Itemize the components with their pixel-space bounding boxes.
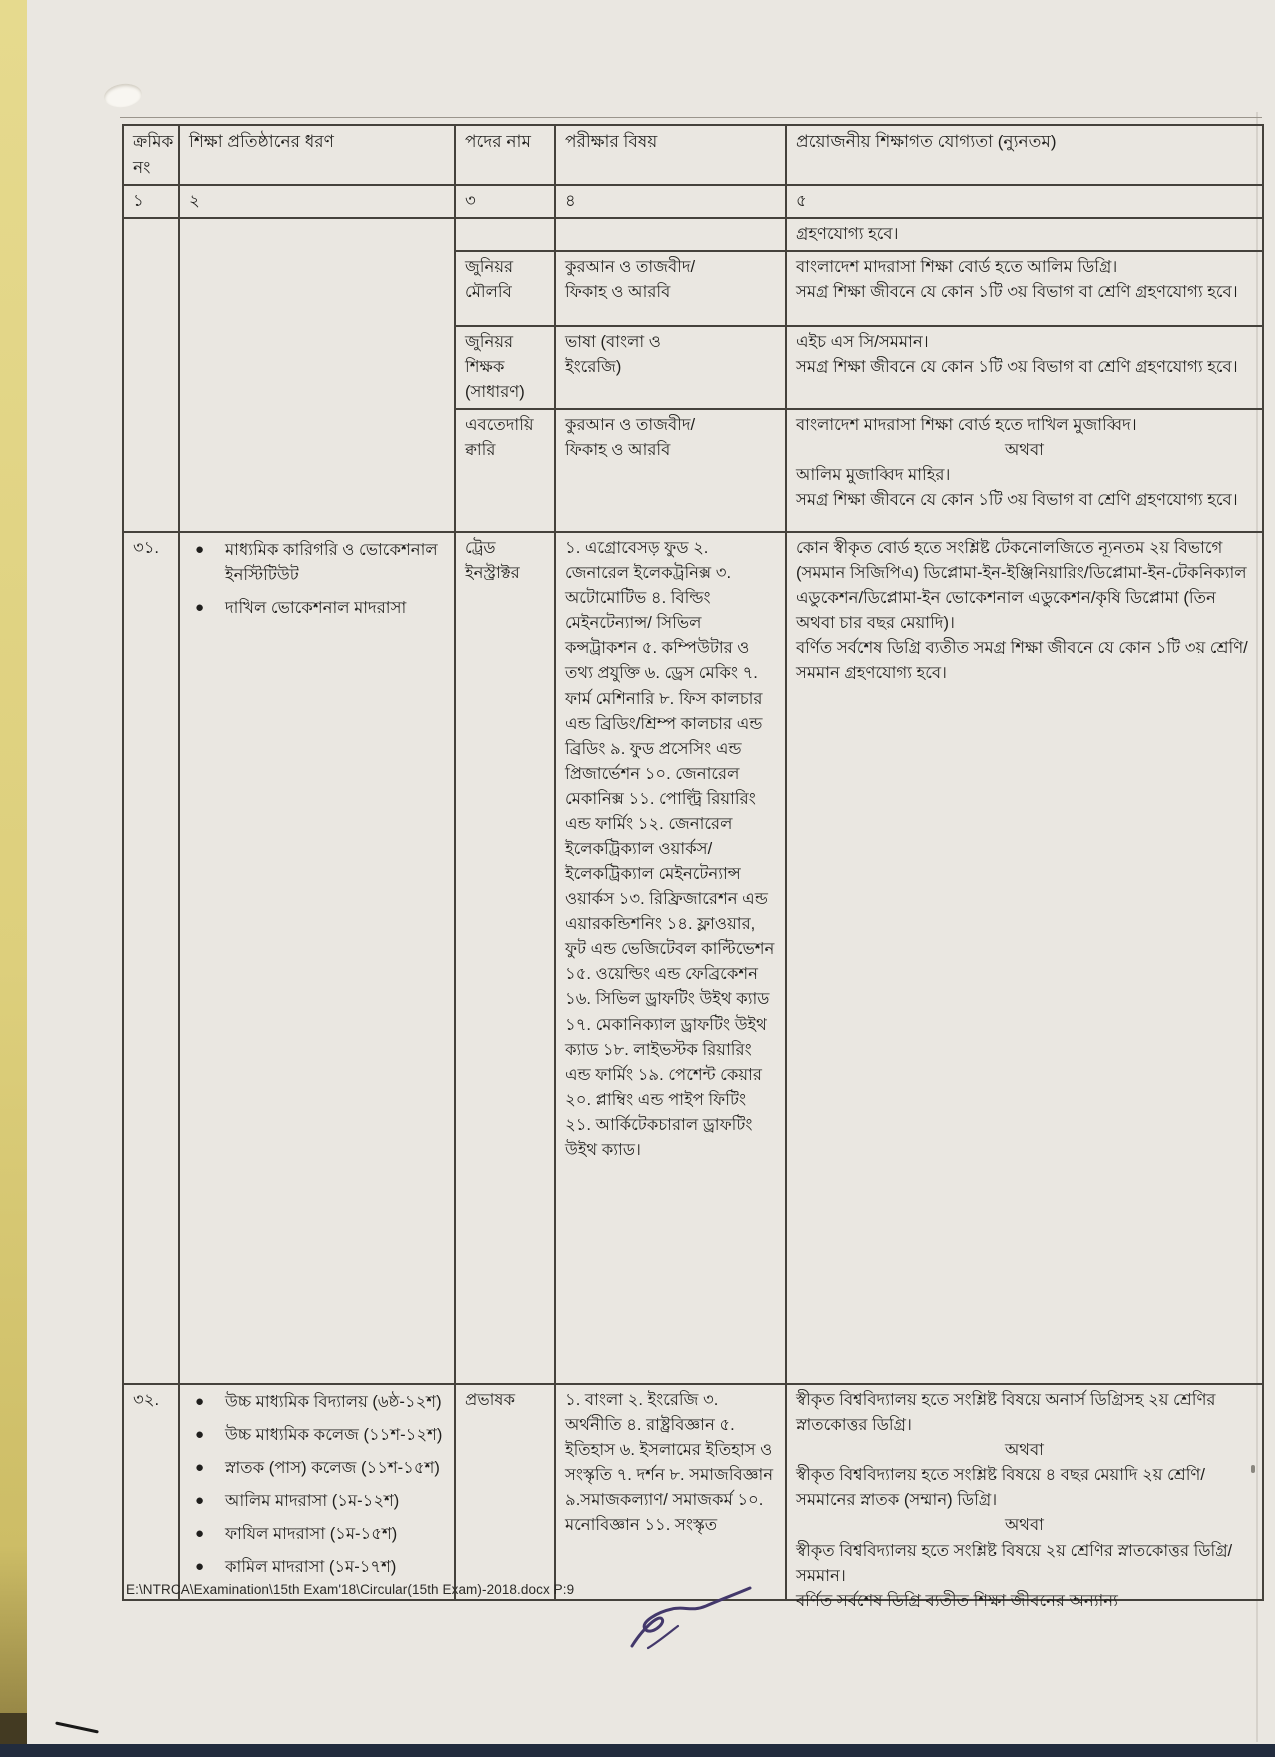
bullet-icon: ● xyxy=(195,1558,205,1576)
list-item xyxy=(195,596,445,621)
table-row-32 xyxy=(123,1384,1263,1600)
post-name: এবতেদায়ি ক্বারি xyxy=(465,416,534,460)
header-qualification: প্রয়োজনীয় শিক্ষাগত যোগ্যতা (ন্যুনতম) xyxy=(786,125,1263,185)
subject-cell xyxy=(555,251,786,326)
bullet-icon: ● xyxy=(195,1393,205,1411)
qualification-text: স্বীকৃত বিশ্ববিদ্যালয় হতে সংশ্লিষ্ট বিষয়ে ২য় শ্রেণির স্নাতকোত্তর ডিগ্রি/সমমান। xyxy=(796,1541,1233,1585)
list-item xyxy=(195,1423,445,1448)
post-cell-empty xyxy=(455,218,555,251)
bullet-icon: ● xyxy=(195,1426,205,1444)
bullet-icon: ● xyxy=(195,1459,205,1477)
subject-line: ফিকাহ ও আরবি xyxy=(565,282,671,301)
qualification-text: আলিম মুজাব্বিদ মাহির। xyxy=(796,466,951,485)
qualification-cell xyxy=(786,326,1263,409)
header-subject: পরীক্ষার বিষয় xyxy=(555,125,786,185)
scan-hairline xyxy=(120,117,1262,118)
list-item xyxy=(195,1456,445,1481)
subject-cell xyxy=(555,1384,786,1600)
subject-cell-empty xyxy=(555,218,786,251)
qualification-text: সমগ্র শিক্ষা জীবনে যে কোন ১টি ৩য় বিভাগ বা শ্রেণি গ্রহণযোগ্য হবে। xyxy=(796,491,1238,510)
post-cell xyxy=(455,409,555,532)
institution-name: ফাযিল মাদরাসা (১ম-১৫শ) xyxy=(225,1525,398,1544)
qualification-or-text: অথবা xyxy=(1005,1516,1044,1535)
subject-line: ইংরেজি) xyxy=(565,357,622,376)
subject-line: কুরআন ও তাজবীদ/ xyxy=(565,416,696,435)
subject-list: ১. এগ্রোবেসড় ফুড ২. জেনারেল ইলেকট্রনিক্স ৩. অটোমোটিভ ৪. বিল্ডিং মেইনটেন্যান্স/ সিভিল কন্সট্রাকশন ৫. কম্পিউটার ও তথ্য প্রযুক্তি ৬. ড্রেস মেকিং ৭. ফার্ম মেশিনারি ৮. ফিস কালচার এন্ড ব্রিডিং/শ্রিম্প কালচার এন্ড ব্রিডিং ৯. ফুড প্রসেসিং এন্ড প্রিজার্ভেশন ১০. জেনারেল মেকানিক্স ১১. পোল্ট্রি রিয়ারিং এন্ড ফার্মিং ১২. জেনারেল ইলেকট্রিক্যাল ওয়ার্কস/ ইলেকট্রিক্যাল মেইনটেন্যান্স ওয়ার্কস ১৩. রিফ্রিজারেশন এন্ড এয়ারকন্ডিশনিং ১৪. ফ্লাওয়ার, ফুট এন্ড ভেজিটেবল কাল্টিভেশন ১৫. ওয়েল্ডিং এন্ড ফেব্রিকেশন ১৬. সিভিল ড্রাফটিং উইথ ক্যাড ১৭. মেকানিক্যাল ড্রাফটিং উইথ ক্যাড ১৮. লাইভস্টক রিয়ারিং এন্ড ফার্মিং ১৯. পেশেন্ট কেয়ার ২০. প্লাম্বিং এন্ড পাইপ ফিটিং ২১. আর্কিটেকচারাল ড্রাফটিং উইথ ক্যাড। xyxy=(565,539,775,1159)
institution-name: দাখিল ভোকেশনাল মাদরাসা xyxy=(225,599,407,618)
header-institution: শিক্ষা প্রতিষ্ঠানের ধরণ xyxy=(179,125,455,185)
post-cell xyxy=(455,251,555,326)
scratch-mark xyxy=(55,1721,99,1733)
institution-name: কামিল মাদরাসা (১ম-১৭শ) xyxy=(225,1558,397,1577)
qualification-text: কোন স্বীকৃত বোর্ড হতে সংশ্লিষ্ট টেকনোলজিতে ন্যূনতম ২য় বিভাগে (সমমান সিজিপিএ) ডিপ্লোমা-ইন-ইঞ্জিনিয়ারিং/ডিপ্লোমা-ইন-টেকনিক্যাল এডুকেশন/ডিপ্লোমা-ইন ভোকেশনাল এডুকেশন/কৃষি ডিপ্লোমা (তিন অথবা চার বছর মেয়াদি)। xyxy=(796,539,1247,633)
qualification-cell xyxy=(786,1384,1263,1610)
column-number: ১ xyxy=(123,185,179,218)
qualification-cell: গ্রহণযোগ্য হবে। xyxy=(786,218,1263,251)
post-cell xyxy=(455,1384,555,1600)
qualification-text: সমগ্র শিক্ষা জীবনে যে কোন ১টি ৩য় বিভাগ বা শ্রেণি গ্রহণযোগ্য হবে। xyxy=(796,282,1238,301)
qualification-text: বাংলাদেশ মাদরাসা শিক্ষা বোর্ড হতে আলিম ডিগ্রি। xyxy=(796,257,1118,276)
scan-edge-strip xyxy=(0,0,27,1757)
subject-line: ভাষা (বাংলা ও xyxy=(565,332,661,351)
footer-file-path: E:\NTRCA\Examination\15th Exam'18\Circular(15th Exam)-2018.docx P:9 xyxy=(126,1582,575,1597)
subject-line: ফিকাহ ও আরবি xyxy=(565,441,671,460)
subject-cell xyxy=(555,409,786,532)
qualification-cell xyxy=(786,409,1263,532)
qualification-text: বর্ণিত সর্বশেষ ডিগ্রি ব্যতীত সমগ্র শিক্ষা জীবনে যে কোন ১টি ৩য় শ্রেণি/সমমান গ্রহণযোগ্য হবে। xyxy=(796,639,1248,683)
institution-name: আলিম মাদরাসা (১ম-১২শ) xyxy=(225,1492,400,1511)
header-serial: ক্রমিক নং xyxy=(123,125,179,185)
subject-line: কুরআন ও তাজবীদ/ xyxy=(565,257,696,276)
bullet-icon: ● xyxy=(195,1492,205,1510)
column-number: ৫ xyxy=(786,185,1263,218)
scan-bottom-band xyxy=(0,1744,1275,1757)
list-item xyxy=(195,1489,445,1514)
header-row xyxy=(123,125,1263,185)
punch-hole-mark xyxy=(103,81,144,109)
subject-list: ১. বাংলা ২. ইংরেজি ৩. অর্থনীতি ৪. রাষ্ট্রবিজ্ঞান ৫. ইতিহাস ৬. ইসলামের ইতিহাস ও সংস্কৃতি ৭. দর্শন ৮. সমাজবিজ্ঞান ৯.সমাজকল্যাণ/ সমাজকর্ম ১০. মনোবিজ্ঞান ১১. সংস্কৃত xyxy=(565,1391,774,1535)
serial-cell: ৩১. xyxy=(123,532,179,1384)
qualification-text: সমগ্র শিক্ষা জীবনে যে কোন ১টি ৩য় বিভাগ বা শ্রেণি গ্রহণযোগ্য হবে। xyxy=(796,357,1238,376)
qualification-text: স্বীকৃত বিশ্ববিদ্যালয় হতে সংশ্লিষ্ট বিষয়ে অনার্স ডিগ্রিসহ ২য় শ্রেণির স্নাতকোত্তর ডিগ্রি। xyxy=(796,1391,1216,1435)
serial-cell-empty xyxy=(123,218,179,532)
institution-name: মাধ্যমিক কারিগরি ও ভোকেশনাল ইনস্টিটিউট xyxy=(225,541,438,585)
qualification-text: স্বীকৃত বিশ্ববিদ্যালয় হতে সংশ্লিষ্ট বিষয়ে ৪ বছর মেয়াদি ২য় শ্রেণি/ সমমানের স্নাতক (সম্মান) ডিগ্রি। xyxy=(796,1466,1205,1510)
qualification-text: এইচ এস সি/সমমান। xyxy=(796,332,929,351)
institution-cell-empty xyxy=(179,218,455,532)
subject-cell xyxy=(555,326,786,409)
qualification-table xyxy=(122,124,1264,1610)
signature-mark xyxy=(618,1586,758,1664)
post-name: ট্রেড ইনস্ট্রাক্টর xyxy=(465,539,520,583)
institution-name: উচ্চ মাধ্যমিক বিদ্যালয় (৬ষ্ঠ-১২শ) xyxy=(225,1393,442,1412)
column-number: ৪ xyxy=(555,185,786,218)
list-item xyxy=(195,1522,445,1547)
institution-cell xyxy=(179,1384,455,1600)
list-item xyxy=(195,1390,445,1415)
post-name: জুনিয়র মৌলবি xyxy=(465,257,514,301)
institution-name: স্নাতক (পাস) কলেজ (১১শ-১৫শ) xyxy=(225,1459,440,1478)
column-number: ৩ xyxy=(455,185,555,218)
qualification-cell xyxy=(786,532,1263,1384)
list-item xyxy=(195,1555,445,1580)
bullet-icon: ● xyxy=(195,599,205,617)
qualification-text: বাংলাদেশ মাদরাসা শিক্ষা বোর্ড হতে দাখিল মুজাব্বিদ। xyxy=(796,416,1137,435)
institution-name: উচ্চ মাধ্যমিক কলেজ (১১শ-১২শ) xyxy=(225,1426,443,1445)
post-name: জুনিয়র শিক্ষক xyxy=(465,332,514,376)
post-name: (সাধারণ) xyxy=(465,382,525,401)
qualification-cell xyxy=(786,251,1263,326)
institution-cell xyxy=(179,532,455,1384)
bullet-icon: ● xyxy=(195,1525,205,1543)
post-cell xyxy=(455,532,555,1384)
table-row-31 xyxy=(123,532,1263,1384)
qualification-or-text: অথবা xyxy=(1005,1441,1044,1460)
post-name: প্রভাষক xyxy=(465,1391,516,1410)
bullet-icon: ● xyxy=(195,541,205,559)
post-cell xyxy=(455,326,555,409)
serial-cell: ৩২. xyxy=(123,1384,179,1600)
subject-cell xyxy=(555,532,786,1384)
column-number-row xyxy=(123,185,1263,218)
carryover-row xyxy=(123,218,1263,251)
list-item xyxy=(195,538,445,588)
qualification-or-text: অথবা xyxy=(1005,441,1044,460)
column-number: ২ xyxy=(179,185,455,218)
qualification-text: বর্ণিত সর্বশেষ ডিগ্রি ব্যতীত শিক্ষা জীবনের অন্যান্য xyxy=(796,1591,1118,1610)
header-post: পদের নাম xyxy=(455,125,555,185)
